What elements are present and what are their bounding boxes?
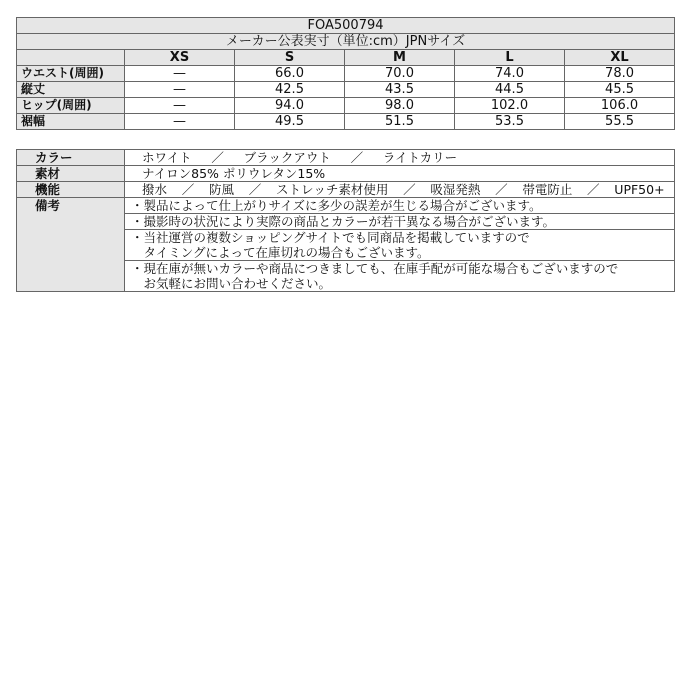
feature-item: 吸湿発熱 [430, 182, 481, 197]
feature-item: 防風 [208, 182, 234, 197]
separator: ／ [350, 150, 364, 165]
measurement-value: — [125, 98, 235, 114]
measurement-value: 45.5 [565, 82, 675, 98]
measurement-value: 44.5 [455, 82, 565, 98]
note-line: タイミングによって在庫切れの場合もございます。 [131, 245, 430, 260]
material-value: ナイロン85% ポリウレタン15% [125, 166, 675, 182]
color-item: ライトカリー [382, 150, 458, 165]
measurement-row-hem [17, 114, 675, 130]
product-code: FOA500794 [17, 18, 675, 34]
measurement-value: 106.0 [565, 98, 675, 114]
measurement-value: 43.5 [345, 82, 455, 98]
measurement-row-waist [17, 66, 675, 82]
color-list [125, 150, 675, 166]
measurement-value: 94.0 [235, 98, 345, 114]
measurement-row-length [17, 82, 675, 98]
measurement-value: — [125, 114, 235, 130]
notes-label: 備考 [17, 198, 125, 292]
measurement-value: 51.5 [345, 114, 455, 130]
features-list [125, 182, 675, 198]
notes-row-1 [17, 198, 675, 214]
color-label: カラー [17, 150, 125, 166]
note-item [125, 214, 675, 230]
measurement-value: — [125, 82, 235, 98]
measurement-label: 裾幅 [17, 114, 125, 130]
note-line: ・現在庫が無いカラーや商品につきましても、在庫手配が可能な場合もございますので [131, 261, 619, 276]
color-row [17, 150, 675, 166]
feature-item: UPF50+ [614, 182, 665, 197]
color-item: ホワイト [142, 150, 192, 165]
size-header: L [455, 50, 565, 66]
features-label: 機能 [17, 182, 125, 198]
measurement-value: 102.0 [455, 98, 565, 114]
size-header: XL [565, 50, 675, 66]
product-info-table [16, 149, 675, 292]
note-line: ・製品によって仕上がりサイズに多少の誤差が生じる場合がございます。 [131, 198, 542, 213]
note-line: ・撮影時の状況により実際の商品とカラーが若干異なる場合がございます。 [131, 214, 556, 229]
color-item: ブラックアウト [243, 150, 331, 165]
size-header: S [235, 50, 345, 66]
features-row [17, 182, 675, 198]
note-item [125, 198, 675, 214]
feature-item: 撥水 [142, 182, 168, 197]
separator: ／ [403, 182, 416, 197]
measurement-value: 70.0 [345, 66, 455, 82]
measurement-label: ウエスト(周囲) [17, 66, 125, 82]
note-item [125, 230, 675, 261]
note-line: ・当社運営の複数ショッピングサイトでも同商品を掲載していますので [131, 230, 530, 245]
measurement-label: ヒップ(周囲) [17, 98, 125, 114]
size-header-row [17, 50, 675, 66]
size-table [16, 17, 675, 130]
measurement-value: 66.0 [235, 66, 345, 82]
size-table-subtitle-row [17, 34, 675, 50]
measurement-value: 74.0 [455, 66, 565, 82]
note-item [125, 261, 675, 292]
size-header: XS [125, 50, 235, 66]
measurement-value: 98.0 [345, 98, 455, 114]
separator: ／ [248, 182, 262, 197]
measurement-value: 42.5 [235, 82, 345, 98]
measurement-value: 49.5 [235, 114, 345, 130]
size-table-subtitle: メーカー公表実寸（単位:cm）JPNサイズ [17, 34, 675, 50]
size-header-corner [17, 50, 125, 66]
separator: ／ [587, 182, 600, 197]
measurement-value: — [125, 66, 235, 82]
measurement-label: 縦丈 [17, 82, 125, 98]
separator: ／ [211, 150, 224, 165]
feature-item: ストレッチ素材使用 [275, 182, 389, 197]
note-line: お気軽にお問い合わせください。 [131, 276, 332, 291]
measurement-value: 55.5 [565, 114, 675, 130]
size-table-code-row [17, 18, 675, 34]
separator: ／ [495, 182, 508, 197]
measurement-row-hip [17, 98, 675, 114]
material-row [17, 166, 675, 182]
separator: ／ [181, 182, 195, 197]
measurement-value: 78.0 [565, 66, 675, 82]
size-header: M [345, 50, 455, 66]
feature-item: 帯電防止 [522, 182, 573, 197]
material-label: 素材 [17, 166, 125, 182]
measurement-value: 53.5 [455, 114, 565, 130]
